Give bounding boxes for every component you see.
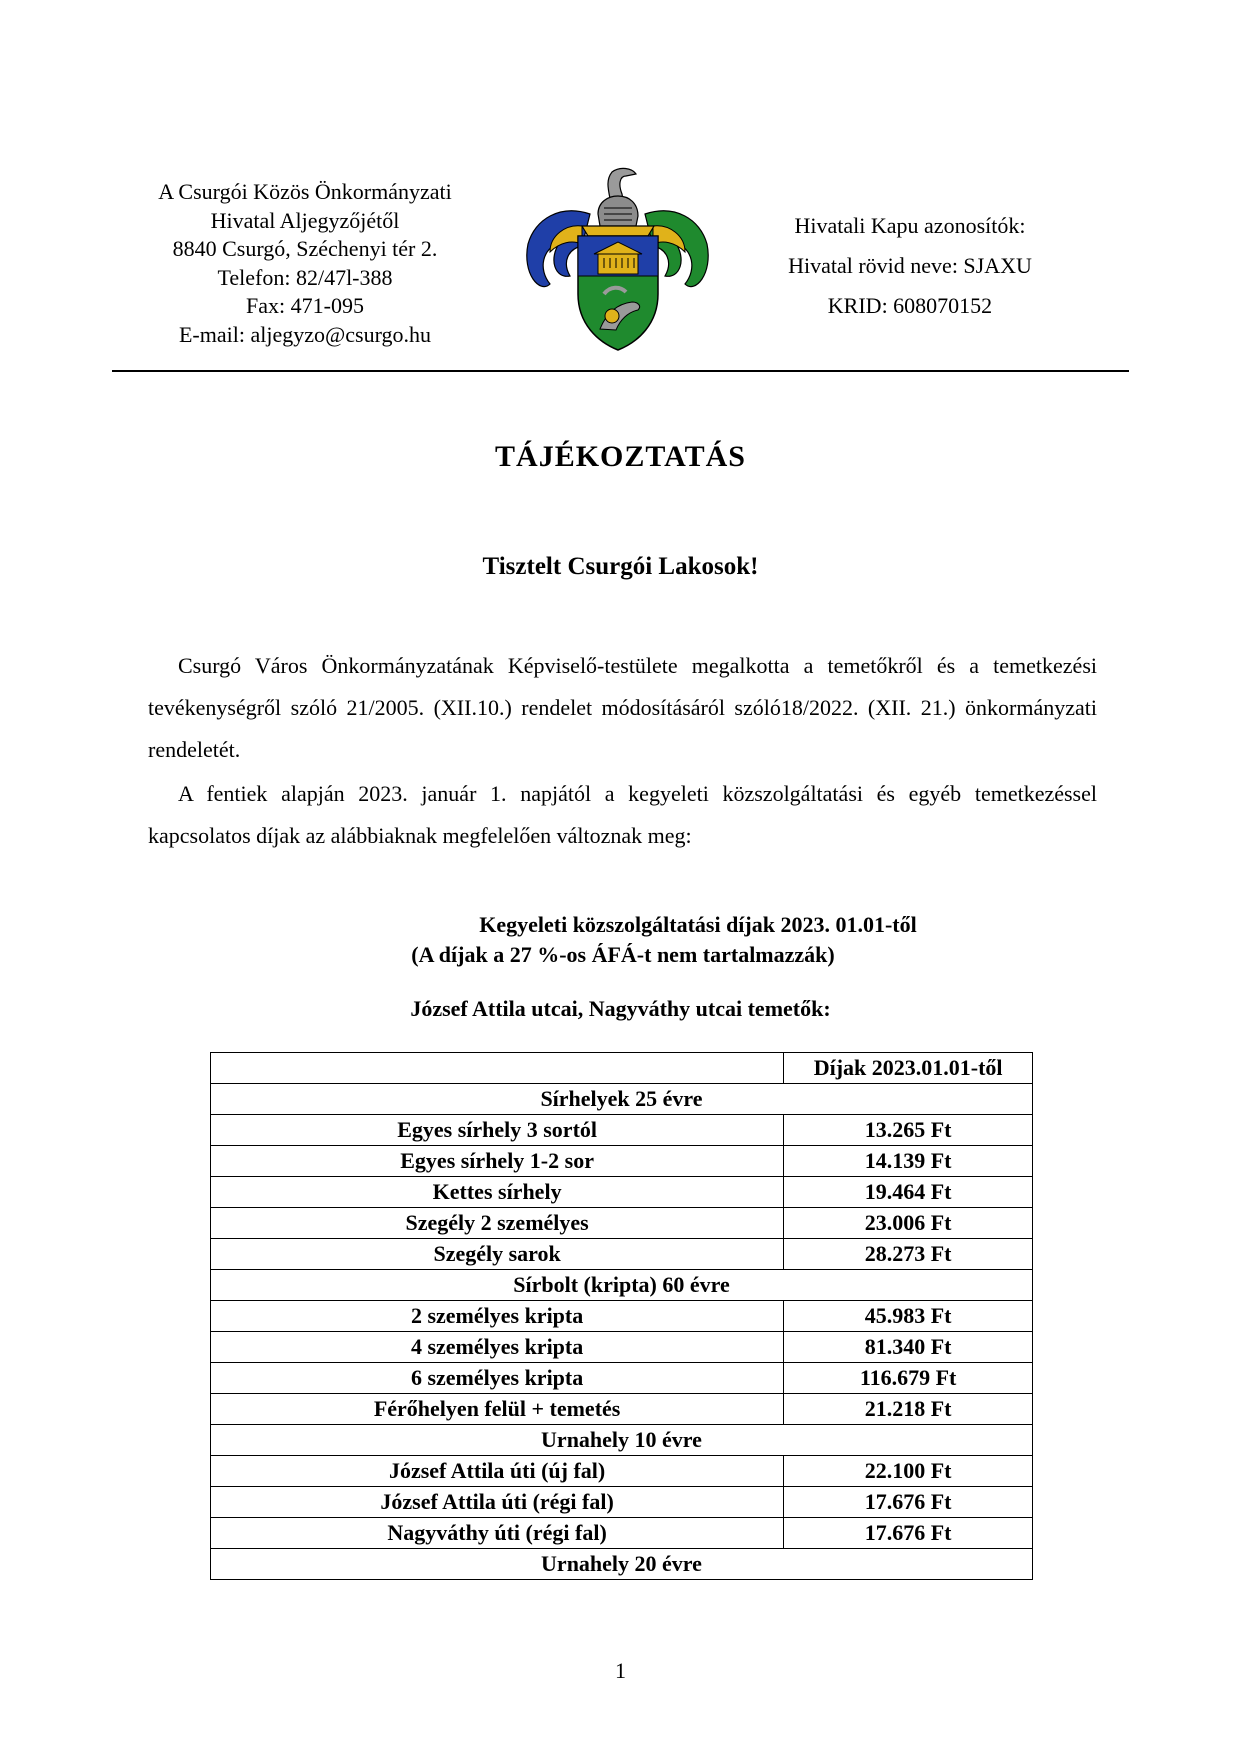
table-caption: Kegyeleti közszolgáltatási díjak 2023. 01.01-től: [479, 912, 917, 937]
table-row: [211, 1332, 1033, 1363]
table-row: [211, 1363, 1033, 1394]
item-price: 17.676 Ft: [784, 1518, 1033, 1549]
section-label: Urnahely 20 évre: [211, 1549, 1033, 1580]
header-cell: Díjak 2023.01.01-től: [784, 1053, 1033, 1084]
item-price: 19.464 Ft: [784, 1177, 1033, 1208]
item-label: Egyes sírhely 3 sortól: [211, 1115, 784, 1146]
table-row: [211, 1301, 1033, 1332]
item-label: Szegély sarok: [211, 1239, 784, 1270]
item-price: 17.676 Ft: [784, 1487, 1033, 1518]
item-label: 6 személyes kripta: [211, 1363, 784, 1394]
item-label: József Attila úti (új fal): [211, 1456, 784, 1487]
item-price: 116.679 Ft: [784, 1363, 1033, 1394]
item-label: Nagyváthy úti (régi fal): [211, 1518, 784, 1549]
item-label: Kettes sírhely: [211, 1177, 784, 1208]
item-price: 14.139 Ft: [784, 1146, 1033, 1177]
table-caption-note: (A díjak a 27 %-os ÁFÁ-t nem tartalmazzák): [411, 942, 835, 967]
header-divider: [112, 370, 1129, 372]
table-section-row: [211, 1425, 1033, 1456]
sender-line: Hivatal Aljegyzőjétől: [210, 207, 400, 233]
sender-email: E-mail: aljegyzo@csurgo.hu: [178, 321, 431, 347]
document-title: TÁJÉKOZTATÁS: [495, 440, 746, 473]
table-row: [211, 1487, 1033, 1518]
section-label: Urnahely 10 évre: [211, 1425, 1033, 1456]
item-label: Szegély 2 személyes: [211, 1208, 784, 1239]
item-label: Férőhelyen felül + temetés: [211, 1394, 784, 1425]
greeting: Tisztelt Csurgói Lakosok!: [482, 553, 759, 580]
item-label: József Attila úti (régi fal): [211, 1487, 784, 1518]
fee-table: [210, 1052, 1033, 1580]
table-row: [211, 1518, 1033, 1549]
table-section-row: [211, 1084, 1033, 1115]
item-label: 4 személyes kripta: [211, 1332, 784, 1363]
table-row: [211, 1177, 1033, 1208]
item-price: 22.100 Ft: [784, 1456, 1033, 1487]
coat-of-arms-icon: [520, 164, 715, 354]
item-price: 28.273 Ft: [784, 1239, 1033, 1270]
table-section-row: [211, 1549, 1033, 1580]
item-price: 81.340 Ft: [784, 1332, 1033, 1363]
table-row: [211, 1394, 1033, 1425]
table-row: [211, 1456, 1033, 1487]
kapu-short-name: Hivatal rövid neve: SJAXU: [788, 253, 1032, 278]
section-label: Sírhelyek 25 évre: [211, 1084, 1033, 1115]
table-row: [211, 1208, 1033, 1239]
section-label: Sírbolt (kripta) 60 évre: [211, 1270, 1033, 1301]
sender-address-block: [120, 178, 490, 350]
sender-phone: Telefon: 82/47l-388: [217, 264, 393, 290]
paragraph: A fentiek alapján 2023. január 1. napjától a kegyeleti közszolgáltatási és egyéb temetkezéssel kapcsolatos díjak az alábbiaknak megfelelően változnak meg:: [148, 781, 1097, 848]
item-price: 23.006 Ft: [784, 1208, 1033, 1239]
sender-line: A Csurgói Közös Önkormányzati: [158, 179, 452, 204]
paragraph: Csurgó Város Önkormányzatának Képviselő-testülete megalkotta a temetőkről és a temetkezési tevékenységről szóló 21/2005. (XII.10.) rendelet módosításáról szóló18/2022. (XII. 21.) önkormányzati rendeletét.: [148, 653, 1097, 762]
hivatali-kapu-block: [760, 206, 1060, 326]
table-row: [211, 1146, 1033, 1177]
page-number: 1: [615, 1658, 626, 1683]
kapu-heading: Hivatali Kapu azonosítók:: [794, 213, 1026, 238]
table-row: [211, 1239, 1033, 1270]
table-section-row: [211, 1270, 1033, 1301]
table-header-row: [211, 1053, 1033, 1084]
item-label: Egyes sírhely 1-2 sor: [211, 1146, 784, 1177]
table-row: [211, 1115, 1033, 1146]
item-price: 45.983 Ft: [784, 1301, 1033, 1332]
item-price: 13.265 Ft: [784, 1115, 1033, 1146]
table-subtitle: József Attila utcai, Nagyváthy utcai temetők:: [410, 996, 831, 1021]
header-cell: [211, 1053, 784, 1084]
sender-fax: Fax: 471-095: [246, 293, 364, 319]
item-label: 2 személyes kripta: [211, 1301, 784, 1332]
kapu-krid: KRID: 608070152: [827, 293, 993, 318]
item-price: 21.218 Ft: [784, 1394, 1033, 1425]
sender-line: 8840 Csurgó, Széchenyi tér 2.: [172, 236, 438, 262]
